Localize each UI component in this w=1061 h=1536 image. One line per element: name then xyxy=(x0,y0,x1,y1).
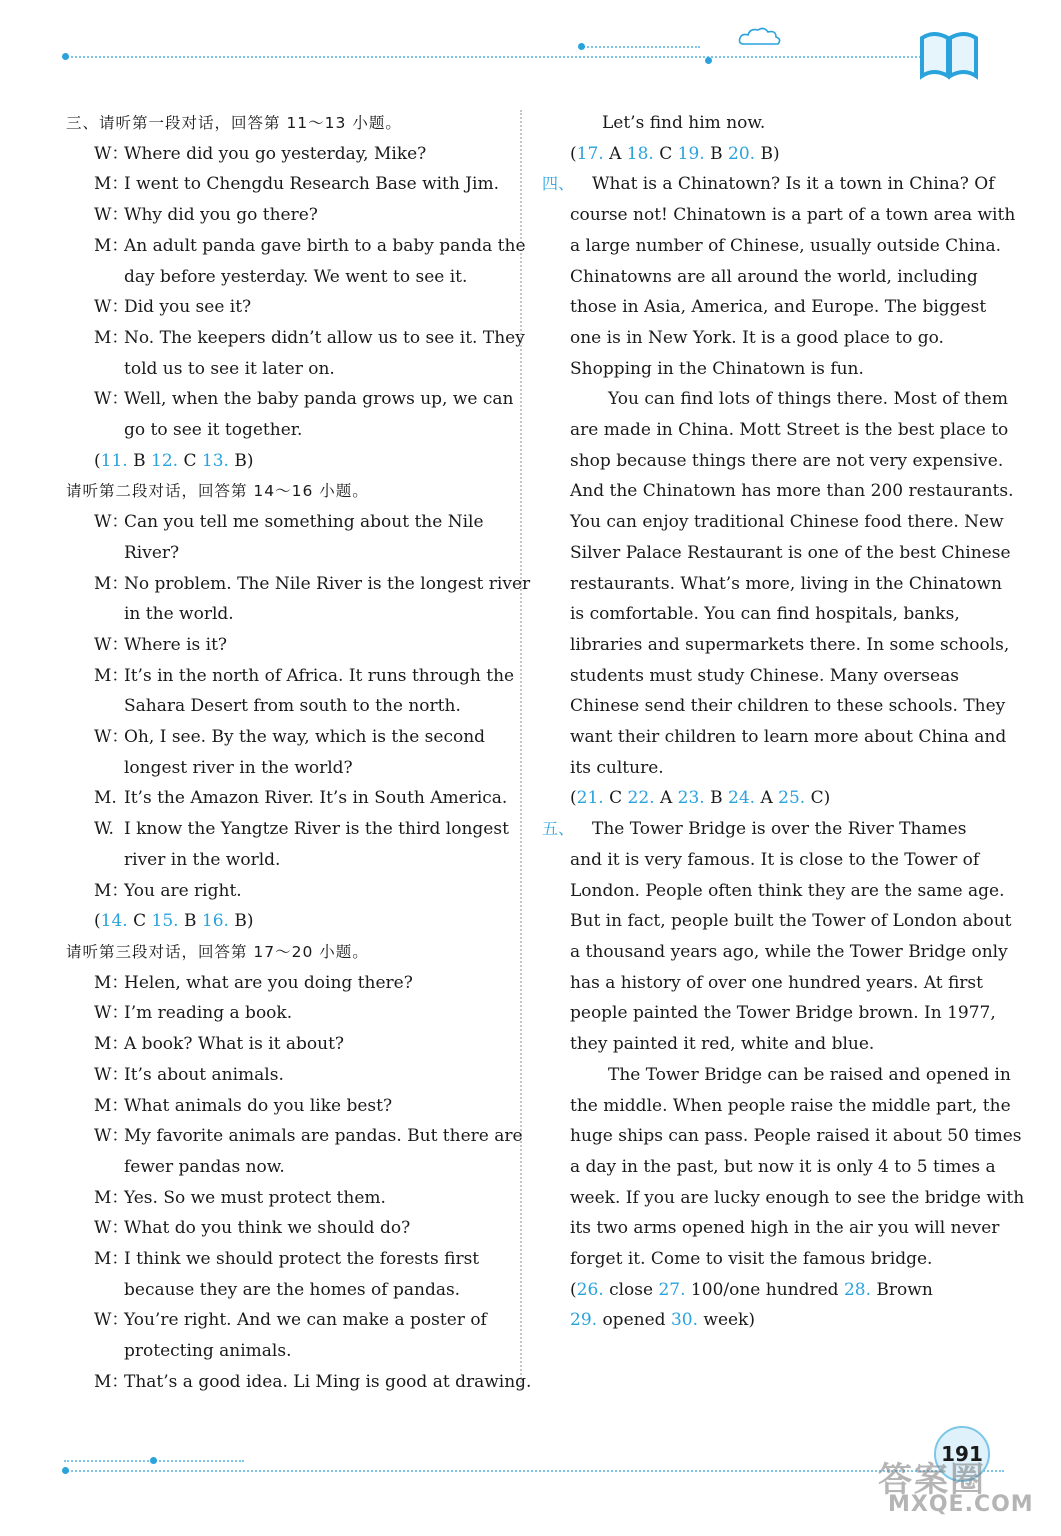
answer-text: week) xyxy=(697,1310,755,1331)
answer-number: 12. xyxy=(151,450,179,471)
passage-paragraph xyxy=(542,1060,1025,1275)
answer-text: 100/one hundred xyxy=(685,1279,844,1300)
utterance-line: Oh, I see. By the way, which is the second xyxy=(124,727,486,748)
passage-line: forget it. Come to visit the famous bridge. xyxy=(570,1249,933,1270)
passage-line: students must study Chinese. Many overseas xyxy=(570,665,959,686)
right-column xyxy=(542,108,1025,1336)
passage-text: What is a Chinatown? Is it a town in China? Of xyxy=(592,174,995,195)
passage-line: libraries and supermarkets there. In some schools, xyxy=(570,634,1010,655)
answer-number: 18. xyxy=(626,143,654,164)
answer-number: 25. xyxy=(778,788,806,809)
answer-number: 19. xyxy=(677,143,705,164)
passage-line: huge ships can pass. People raised it about 50 times xyxy=(570,1126,1022,1147)
dialogue-line xyxy=(66,1091,502,1122)
utterance-line: told us to see it later on. xyxy=(124,358,335,379)
answer-number: 13. xyxy=(201,450,229,471)
dialogue-line xyxy=(66,384,514,445)
answer-key xyxy=(66,446,502,477)
answer-key xyxy=(542,1275,978,1306)
answer-text: C) xyxy=(805,788,831,809)
utterance-line: go to see it together. xyxy=(124,420,303,441)
utterance xyxy=(124,1183,502,1214)
speaker-label: M： xyxy=(94,1249,129,1270)
utterance xyxy=(124,507,502,568)
speaker-label: M： xyxy=(94,573,129,594)
answer-number: 21. xyxy=(576,788,604,809)
dialogue-line xyxy=(66,323,525,384)
dialogue-line xyxy=(66,998,502,1029)
watermark-bottom: MXQE.COM xyxy=(888,1492,1034,1517)
header-rule xyxy=(64,56,924,58)
utterance-line: protecting animals. xyxy=(124,1341,292,1362)
passage-line: and it is very famous. It is close to the Tower of xyxy=(570,849,980,870)
utterance xyxy=(124,323,525,384)
utterance-line: Yes. So we must protect them. xyxy=(124,1187,386,1208)
dialogue-line xyxy=(66,783,508,814)
answer-key xyxy=(66,906,502,937)
speaker-label: M： xyxy=(94,1095,129,1116)
answer-number: 22. xyxy=(627,788,655,809)
passage-line: restaurants. What’s more, living in the Chinatown xyxy=(570,573,1002,594)
utterance-line: It’s the Amazon River. It’s in South America. xyxy=(124,788,508,809)
passage-line: week. If you are lucky enough to see the bridge with xyxy=(570,1187,1025,1208)
utterance-line: You are right. xyxy=(124,880,242,901)
answer-number: 20. xyxy=(728,143,756,164)
speaker-label: W： xyxy=(94,727,129,748)
continued-line: Let’s find him now. xyxy=(602,113,766,133)
dialogue-line xyxy=(66,1213,502,1244)
utterance xyxy=(124,1091,502,1122)
answer-text: A xyxy=(755,788,779,809)
utterance-line: What do you think we should do? xyxy=(124,1218,411,1239)
speaker-label: M： xyxy=(94,235,129,256)
utterance-line: Sahara Desert from south to the north. xyxy=(124,696,461,717)
speaker-label: W： xyxy=(94,1218,129,1239)
passage-line: You can enjoy traditional Chinese food there. New xyxy=(570,512,1004,533)
utterance-line: Why did you go there? xyxy=(124,205,318,226)
dialogue-line xyxy=(66,1367,532,1398)
speaker-label: W： xyxy=(94,1310,129,1331)
answer-number: 23. xyxy=(677,788,705,809)
dialogue-line xyxy=(66,1121,523,1182)
utterance xyxy=(124,1367,531,1398)
utterance-line: No problem. The Nile River is the longest river xyxy=(124,573,531,594)
answer-text: B) xyxy=(755,143,780,164)
dialogue-line xyxy=(66,200,502,231)
answer-text: C xyxy=(653,143,678,164)
passage-line: they painted it red, white and blue. xyxy=(570,1034,875,1055)
answer-text: opened xyxy=(597,1310,671,1331)
dialogue-line xyxy=(66,661,515,722)
page-number: 191 xyxy=(934,1426,990,1482)
utterance xyxy=(124,722,502,783)
passage-line: are made in China. Mott Street is the best place to xyxy=(570,420,1009,441)
answer-number: 24. xyxy=(728,788,756,809)
answer-number: 14. xyxy=(100,911,128,932)
passage-paragraph xyxy=(542,169,1016,384)
utterance-line: longest river in the world? xyxy=(124,757,353,778)
utterance-line: fewer pandas now. xyxy=(124,1156,285,1177)
footer-dot xyxy=(62,1467,69,1474)
answer-text: Brown xyxy=(871,1279,933,1300)
answer-number: 26. xyxy=(576,1279,604,1300)
dialogue-line xyxy=(66,507,502,568)
answer-text: close xyxy=(603,1279,659,1300)
section-heading xyxy=(66,108,502,139)
header-dot xyxy=(62,53,69,60)
answer-number: 15. xyxy=(151,911,179,932)
answer-text: B xyxy=(178,911,202,932)
answer-number: 11. xyxy=(100,450,128,471)
utterance-line: I went to Chengdu Research Base with Jim. xyxy=(124,174,500,195)
utterance-line: What animals do you like best? xyxy=(124,1095,393,1116)
utterance-line: That’s a good idea. Li Ming is good at drawing. xyxy=(124,1371,532,1392)
utterance xyxy=(124,1060,502,1091)
heading-text: 请听第二段对话，回答第 14～16 小题。 xyxy=(66,482,369,501)
speaker-label: M： xyxy=(94,327,129,348)
utterance-line: because they are the homes of pandas. xyxy=(124,1279,461,1300)
passage-line: is comfortable. You can find hospitals, banks, xyxy=(570,604,960,625)
answer-text: ( xyxy=(94,450,101,471)
passage-line: Chinatowns are all around the world, including xyxy=(570,266,978,287)
dialogue-line xyxy=(66,1060,502,1091)
passage-line: its culture. xyxy=(570,757,664,778)
utterance-line: Where did you go yesterday, Mike? xyxy=(124,143,427,164)
speaker-label: M： xyxy=(94,972,129,993)
utterance xyxy=(124,630,502,661)
speaker-label: M： xyxy=(94,880,129,901)
answer-text: C xyxy=(178,450,202,471)
utterance xyxy=(124,384,513,445)
answer-text: ( xyxy=(570,143,577,164)
speaker-label: M： xyxy=(94,665,129,686)
speaker-label: W： xyxy=(94,143,129,164)
utterance-line: An adult panda gave birth to a baby panda the xyxy=(124,235,526,256)
answer-number: 30. xyxy=(670,1310,698,1331)
section-number: 三、 xyxy=(66,114,100,132)
utterance xyxy=(124,998,502,1029)
answer-key xyxy=(542,1305,978,1336)
answer-number: 27. xyxy=(658,1279,686,1300)
passage-paragraph xyxy=(542,814,1012,1060)
answer-text: B xyxy=(704,143,729,164)
footer-dot xyxy=(150,1457,157,1464)
section-heading xyxy=(66,937,502,968)
column-divider xyxy=(520,110,522,1390)
passage-line: London. People often think they are the same age. xyxy=(570,880,1005,901)
utterance xyxy=(124,1305,502,1366)
dialogue-line xyxy=(66,722,502,783)
speaker-label: W： xyxy=(94,512,129,533)
utterance-line: No. The keepers didn’t allow us to see it. They xyxy=(124,327,525,348)
utterance-line: River? xyxy=(124,542,180,563)
answer-text: ( xyxy=(94,911,101,932)
passage-line: Shopping in the Chinatown is fun. xyxy=(570,358,864,379)
dialogue-line xyxy=(66,569,531,630)
utterance xyxy=(124,814,509,875)
speaker-label: W： xyxy=(94,1003,129,1024)
passage-line xyxy=(542,169,995,200)
passage-line: the middle. When people raise the middle part, the xyxy=(570,1095,1011,1116)
utterance xyxy=(124,1121,523,1182)
cloud-icon xyxy=(738,26,782,48)
utterance-line: A book? What is it about? xyxy=(124,1034,345,1055)
speaker-label: M： xyxy=(94,174,129,195)
passage-line: Chinese send their children to these schools. They xyxy=(570,696,1006,717)
passage-line: a large number of Chinese, usually outside China. xyxy=(570,235,1002,256)
passage-line: But in fact, people built the Tower of London about xyxy=(570,911,1012,932)
utterance-line: Where is it? xyxy=(124,634,228,655)
utterance xyxy=(124,968,502,999)
dialogue-line xyxy=(66,876,502,907)
utterance xyxy=(124,661,514,722)
utterance-line: Well, when the baby panda grows up, we can xyxy=(124,389,514,410)
answer-text: C xyxy=(127,911,152,932)
utterance-line: I know the Yangtze River is the third longest xyxy=(124,819,509,840)
passage-line: has a history of over one hundred years. At first xyxy=(570,972,983,993)
answer-text: ( xyxy=(570,788,577,809)
dialogue-line xyxy=(66,1305,502,1366)
dialogue-line xyxy=(66,1183,502,1214)
speaker-label: M. xyxy=(94,788,117,809)
answer-text: A xyxy=(603,143,627,164)
answer-key xyxy=(542,139,978,170)
speaker-label: M： xyxy=(94,1187,129,1208)
utterance-line: in the world. xyxy=(124,604,234,625)
answer-text: A xyxy=(654,788,678,809)
speaker-label: W. xyxy=(94,819,114,840)
answer-number: 29. xyxy=(570,1310,598,1331)
utterance xyxy=(124,1213,502,1244)
utterance xyxy=(124,783,507,814)
utterance-line: Can you tell me something about the Nile xyxy=(124,512,484,533)
passage-paragraph xyxy=(542,384,1014,783)
answer-text: C xyxy=(603,788,628,809)
utterance-line: My favorite animals are pandas. But there are xyxy=(124,1126,523,1147)
utterance xyxy=(124,569,530,630)
section-number: 四、 xyxy=(542,174,575,194)
watermark-top: 答案圈 xyxy=(878,1460,986,1500)
dialogue-line xyxy=(66,139,502,170)
dialogue-line xyxy=(66,231,526,292)
speaker-label: W： xyxy=(94,634,129,655)
passage-text: The Tower Bridge is over the River Thames xyxy=(592,819,967,840)
utterance xyxy=(124,139,502,170)
utterance xyxy=(124,292,502,323)
utterance-line: day before yesterday. We went to see it. xyxy=(124,266,468,287)
utterance-line: You’re right. And we can make a poster of xyxy=(124,1310,487,1331)
heading-text: 请听第三段对话，回答第 17～20 小题。 xyxy=(66,942,369,961)
open-book-icon xyxy=(918,28,980,80)
utterance xyxy=(124,1244,502,1305)
dialogue-line xyxy=(66,1244,502,1305)
passage-line: a thousand years ago, while the Tower Bridge only xyxy=(570,941,1008,962)
dialogue-line xyxy=(66,1029,502,1060)
speaker-label: M： xyxy=(94,1034,129,1055)
watermark xyxy=(878,1452,1034,1517)
passage-line: You can find lots of things there. Most of them xyxy=(608,389,1008,410)
answer-number: 17. xyxy=(576,143,604,164)
utterance-line: It’s in the north of Africa. It runs through the xyxy=(124,665,515,686)
section-number: 五、 xyxy=(542,819,575,839)
dialogue-line xyxy=(66,968,502,999)
header-dot xyxy=(578,43,585,50)
footer-rule xyxy=(64,1470,1004,1472)
utterance xyxy=(124,231,526,292)
left-column xyxy=(66,108,532,1398)
passage-line: shop because things there are not very expensive. xyxy=(570,450,1004,471)
utterance-line: I think we should protect the forests first xyxy=(124,1249,480,1270)
passage-line: course not! Chinatown is a part of a town area with xyxy=(570,205,1016,226)
speaker-label: W： xyxy=(94,297,129,318)
passage-line: a day in the past, but now it is only 4 to 5 times a xyxy=(570,1156,996,1177)
answer-text: B xyxy=(704,788,729,809)
answer-text: B) xyxy=(228,911,254,932)
speaker-label: W： xyxy=(94,1126,129,1147)
passage-line: people painted the Tower Bridge brown. In 1977, xyxy=(570,1003,996,1024)
passage-line xyxy=(542,814,978,845)
utterance-line: river in the world. xyxy=(124,849,281,870)
speaker-label: M： xyxy=(94,1371,129,1392)
passage-line: And the Chinatown has more than 200 restaurants. xyxy=(570,481,1014,502)
answer-number: 16. xyxy=(201,911,229,932)
passage-line: The Tower Bridge can be raised and opened in xyxy=(608,1064,1011,1085)
answer-number: 28. xyxy=(843,1279,872,1300)
passage-line: Silver Palace Restaurant is one of the best Chinese xyxy=(570,542,1011,563)
passage-line: want their children to learn more about China and xyxy=(570,727,1007,748)
utterance xyxy=(124,169,502,200)
dialogue-line xyxy=(66,292,502,323)
utterance-line: It’s about animals. xyxy=(124,1064,284,1085)
speaker-label: W： xyxy=(94,389,129,410)
utterance-line: I’m reading a book. xyxy=(124,1003,293,1024)
answer-text: B xyxy=(127,450,151,471)
passage-line: one is in New York. It is a good place to go. xyxy=(570,327,944,348)
passage-line: its two arms opened high in the air you will never xyxy=(570,1218,1000,1239)
utterance xyxy=(124,876,502,907)
utterance xyxy=(124,1029,502,1060)
utterance xyxy=(124,200,502,231)
section-heading xyxy=(66,476,502,507)
dialogue-line xyxy=(66,814,509,875)
dialogue-line xyxy=(66,169,502,200)
answer-key xyxy=(542,783,978,814)
answer-text: B) xyxy=(228,450,254,471)
dialogue-line xyxy=(66,630,502,661)
passage-line: those in Asia, America, and Europe. The biggest xyxy=(570,297,987,318)
speaker-label: W： xyxy=(94,1064,129,1085)
header-rule-short xyxy=(580,46,700,48)
utterance-line: Helen, what are you doing there? xyxy=(124,972,413,993)
speaker-label: W： xyxy=(94,205,129,226)
utterance-line: Did you see it? xyxy=(124,297,252,318)
header-dot xyxy=(705,57,712,64)
heading-text: 请听第一段对话，回答第 11～13 小题。 xyxy=(99,114,402,132)
answer-text: ( xyxy=(570,1279,577,1300)
